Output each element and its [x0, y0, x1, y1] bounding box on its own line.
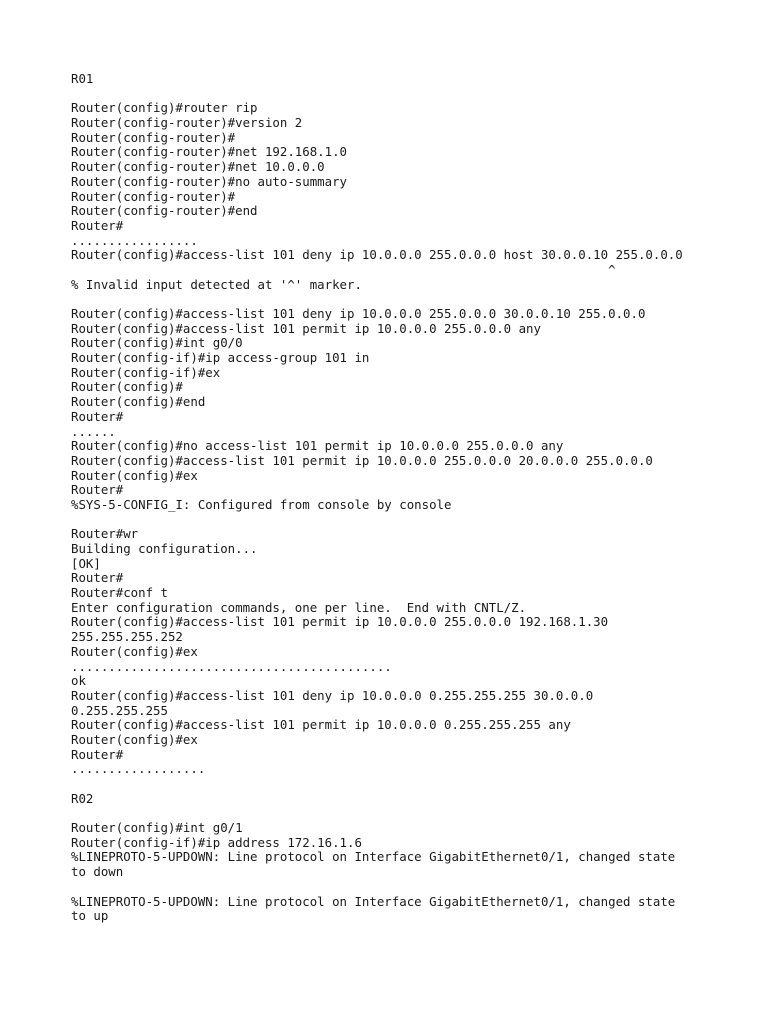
text-line: Router#conf t [71, 585, 168, 601]
text-line: to up [71, 908, 109, 924]
text-line: ........................................... [71, 658, 392, 674]
text-line [71, 292, 731, 307]
text-line: Router(config)#router rip [71, 100, 258, 116]
text-line: Router(config-router)#net 192.168.1.0 [71, 144, 348, 160]
text-line: Router# [71, 217, 124, 233]
text-line [71, 806, 731, 821]
text-line: Router(config)#ex [71, 467, 198, 483]
text-line: Router(config)#access-list 101 permit ip 10.0.0.0 255.0.0.0 192.168.1.30 [71, 614, 609, 630]
text-line: ................. [71, 232, 198, 248]
text-line: Router# [71, 482, 124, 498]
text-line: R01 [71, 71, 94, 86]
text-line: Router(config)#access-list 101 deny ip 10.0.0.0 255.0.0.0 30.0.0.10 255.0.0.0 [71, 306, 646, 321]
text-line: Building configuration... [71, 541, 258, 556]
text-line: Router# [71, 570, 124, 586]
text-line: Router(config)#no access-list 101 permit ip 10.0.0.0 255.0.0.0 any [71, 438, 564, 454]
text-line: Router(config)# [71, 379, 183, 395]
text-line: Router(config-router)#version 2 [71, 115, 303, 131]
text-line: R02 [71, 790, 94, 806]
text-line: Router(config-if)#ex [71, 364, 221, 380]
text-line: Router(config)#access-list 101 deny ip 10.0.0.0 0.255.255.255 30.0.0.0 [71, 687, 594, 703]
text-line: % Invalid input detected at '^' marker. [71, 276, 362, 292]
text-line: %SYS-5-CONFIG_I: Configured from console by console [71, 496, 452, 512]
text-line: Router(config-router)#end [71, 203, 258, 219]
text-line: [OK] [71, 555, 101, 571]
text-line: Router(config-if)#ip address 172.16.1.6 [71, 834, 362, 850]
text-line: Router(config-router)# [71, 188, 236, 204]
text-line: Router#wr [71, 526, 139, 542]
text-line: Router(config)#access-list 101 deny ip 10.0.0.0 255.0.0.0 host 30.0.0.10 255.0.0.0 [71, 247, 683, 263]
document-body [71, 72, 731, 924]
text-line: 0.255.255.255 [71, 702, 168, 718]
text-line [71, 87, 731, 102]
text-line [71, 880, 731, 895]
text-line: %LINEPROTO-5-UPDOWN: Line protocol on Interface GigabitEthernet0/1, changed state [71, 849, 676, 865]
text-line: Router# [71, 746, 124, 762]
text-line: Router(config)#access-list 101 permit ip 10.0.0.0 255.0.0.0 20.0.0.0 255.0.0.0 [71, 452, 653, 468]
text-line: Router(config)#end [71, 394, 206, 410]
text-line: Router(config-if)#ip access-group 101 in [71, 350, 370, 366]
text-line: to down [71, 864, 124, 880]
text-line: Router(config-router)#no auto-summary [71, 173, 348, 189]
text-line: Router(config-router)#net 10.0.0.0 [71, 159, 325, 175]
text-line: Router(config)#int g0/1 [71, 820, 243, 836]
text-line [71, 513, 731, 528]
text-line: Router(config-router)# [71, 129, 236, 145]
text-line: ...... [71, 423, 116, 439]
document-page [71, 72, 731, 924]
text-line: 255.255.255.252 [71, 629, 183, 645]
text-line: Router(config)#ex [71, 731, 198, 747]
text-line: Enter configuration commands, one per line. End with CNTL/Z. [71, 599, 527, 615]
text-line [71, 777, 731, 792]
text-line: Router(config)#access-list 101 permit ip 10.0.0.0 0.255.255.255 any [71, 717, 571, 733]
text-line: ok [71, 673, 86, 689]
text-line: Router# [71, 408, 124, 424]
text-line: Router(config)#ex [71, 643, 198, 659]
text-line: ^ [71, 261, 616, 277]
text-line: Router(config)#access-list 101 permit ip 10.0.0.0 255.0.0.0 any [71, 320, 541, 336]
text-line: .................. [71, 761, 206, 777]
text-line: %LINEPROTO-5-UPDOWN: Line protocol on Interface GigabitEthernet0/1, changed state [71, 893, 676, 909]
text-line: Router(config)#int g0/0 [71, 335, 243, 351]
